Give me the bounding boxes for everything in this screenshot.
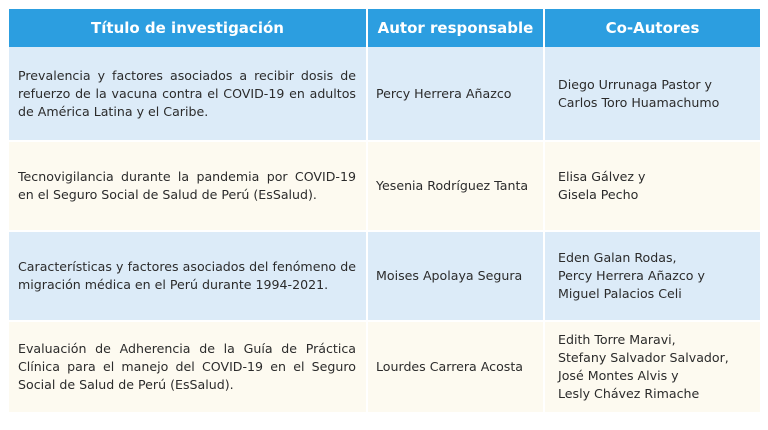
coauthor: Carlos Toro Huamachumo — [558, 94, 720, 110]
responsible-author: Lourdes Carrera Acosta — [367, 321, 544, 413]
table-row — [9, 321, 760, 413]
table-row — [9, 141, 760, 231]
coauthors-cell — [544, 231, 760, 321]
research-title: Características y factores asociados del fenómeno de migración médica en el Perú durante 1994-2021. — [9, 231, 367, 321]
coauthor: Diego Urrunaga Pastor y — [558, 76, 712, 92]
coauthors-cell — [544, 141, 760, 231]
responsible-author: Yesenia Rodríguez Tanta — [367, 141, 544, 231]
coauthor: Gisela Pecho — [558, 187, 639, 202]
coauthor: José Montes Alvis y — [558, 368, 679, 383]
table-header-row — [9, 9, 760, 47]
coauthor: Elisa Gálvez y — [558, 169, 646, 184]
header-author: Autor responsable — [367, 9, 544, 47]
table-row — [9, 47, 760, 141]
research-title: Evaluación de Adherencia de la Guía de Práctica Clínica para el manejo del COVID-19 en el Seguro Social de Salud de Perú (EsSalud). — [9, 321, 367, 413]
responsible-author: Moises Apolaya Segura — [367, 231, 544, 321]
responsible-author: Percy Herrera Añazco — [367, 47, 544, 141]
header-coauthors: Co-Autores — [544, 9, 760, 47]
coauthors-cell — [544, 47, 760, 141]
research-table — [9, 9, 760, 414]
coauthor: Edith Torre Maravi, — [558, 332, 676, 347]
research-title: Prevalencia y factores asociados a recibir dosis de refuerzo de la vacuna contra el COVID-19 en adultos de América Latina y el Caribe. — [9, 47, 367, 141]
coauthor: Percy Herrera Añazco y — [558, 268, 705, 283]
coauthors-cell — [544, 321, 760, 413]
header-title: Título de investigación — [9, 9, 367, 47]
research-table-container — [9, 9, 760, 421]
coauthor: Stefany Salvador Salvador, — [558, 350, 729, 365]
coauthor: Lesly Chávez Rimache — [558, 386, 700, 401]
coauthor: Eden Galan Rodas, — [558, 250, 677, 265]
table-row — [9, 231, 760, 321]
coauthor: Miguel Palacios Celi — [558, 286, 682, 301]
research-title: Tecnovigilancia durante la pandemia por COVID-19 en el Seguro Social de Salud de Perú (EsSalud). — [9, 141, 367, 231]
